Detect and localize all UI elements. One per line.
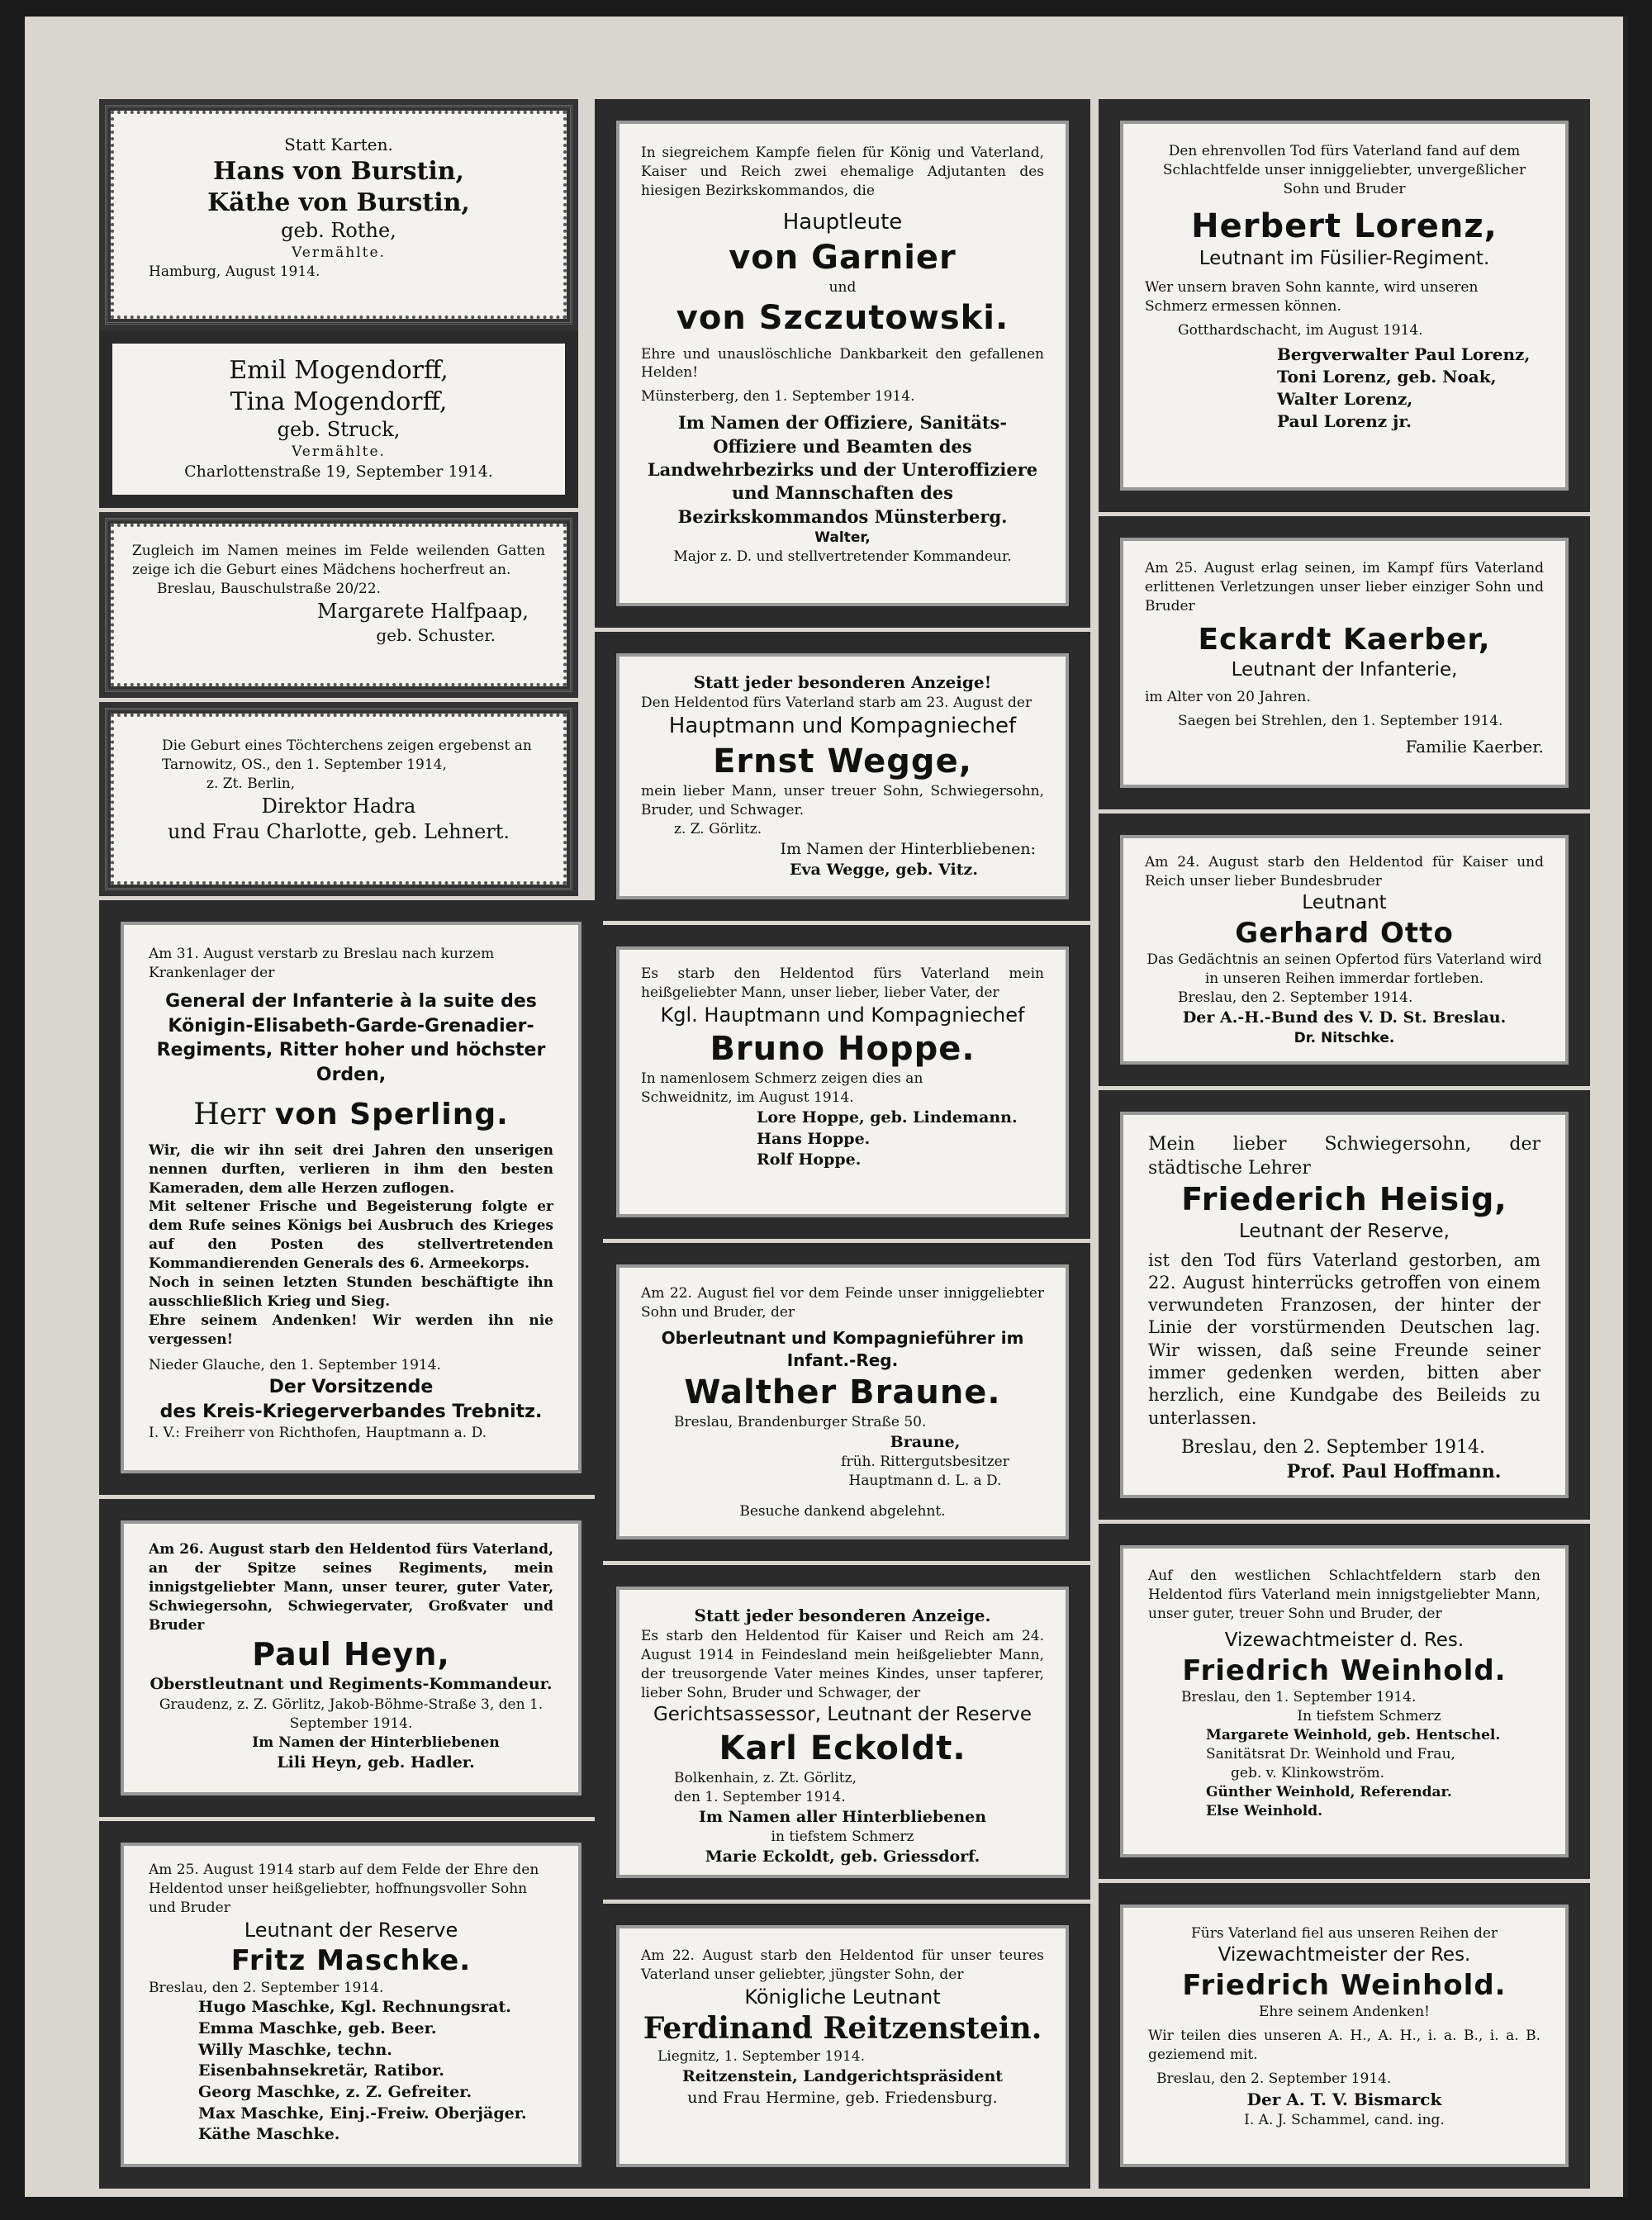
ad-line: Vermählte.	[292, 444, 386, 461]
ad-line: Major z. D. und stellvertretender Kommandeur.	[673, 548, 1012, 566]
ad-line: Breslau, den 2. September 1914.	[1178, 989, 1413, 1007]
ad-line: Schweidnitz, im August 1914.	[641, 1089, 854, 1106]
ad-line: Breslau, den 2. September 1914.	[1181, 1436, 1486, 1458]
ad-line: Kgl. Hauptmann und Kompagniechef	[660, 1003, 1025, 1027]
ad-line: Dr. Nitschke.	[1294, 1029, 1395, 1046]
ad-headline: Emil Mogendorff,	[229, 356, 449, 385]
ad-headline	[149, 1096, 553, 1133]
ad-headline: Paul Heyn,	[252, 1635, 450, 1672]
ad-headline: Ferdinand Reitzenstein.	[643, 2011, 1042, 2047]
ad-paragraph: Am 22. August fiel vor dem Feinde unser inniggeliebter Sohn und Bruder, der	[641, 1285, 1044, 1321]
ad-signature: Willy Maschke, techn. Eisenbahnsekretär, Ratibor.	[198, 2040, 444, 2080]
ad-headline: Friedrich Weinhold.	[1182, 1653, 1507, 1687]
ad-headline: Herbert Lorenz,	[1191, 206, 1498, 245]
ad-line: Fürs Vaterland fiel aus unseren Reihen der	[1190, 1925, 1498, 1942]
ad-burstin	[99, 99, 578, 330]
ad-heyn	[99, 1499, 603, 1817]
ad-paragraph: Den ehrenvollen Tod fürs Vaterland fand auf dem Schlachtfelde unser inniggeliebter, unvergeßlicher Sohn und Bruder	[1162, 143, 1526, 197]
ad-line: z. Z. Görlitz.	[674, 820, 762, 837]
ad-headline: Käthe von Burstin,	[207, 187, 470, 217]
ad-paragraph: Am 22. August starb den Heldentod für unser teures Vaterland unser geliebter, jüngster Sohn, der	[641, 1947, 1044, 1983]
ad-paragraph: mein lieber Mann, unser treuer Sohn, Schwiegersohn, Bruder, und Schwager.	[641, 782, 1044, 818]
ad-line: Leutnant im Füsilier-Regiment.	[1199, 247, 1490, 269]
ad-signature: Max Maschke, Einj.-Freiw. Oberjäger.	[198, 2104, 527, 2123]
ad-paragraph: Auf den westlichen Schlachtfeldern starb den Heldentod fürs Vaterland mein innigstgeliebter Mann, unser guter, treuer Sohn und Bruder, der	[1148, 1568, 1540, 1622]
ad-line: und	[828, 278, 857, 296]
ad-paragraph: Wer unsern braven Sohn kannte, wird unseren Schmerz ermessen können.	[1145, 278, 1479, 315]
ad-line: Die Geburt eines Töchterchens zeigen ergebenst an	[162, 738, 532, 754]
ad-sperling	[99, 900, 603, 1495]
ad-line: Besuche dankend abgelehnt.	[739, 1503, 946, 1520]
ad-line: Königliche Leutnant	[744, 1985, 941, 2009]
ad-mogendorff	[99, 330, 578, 508]
ad-line: Breslau, den 2. September 1914.	[149, 1979, 384, 1996]
ad-lorenz	[1099, 99, 1590, 512]
ad-signature: Käthe Maschke.	[198, 2125, 340, 2144]
ad-line: Reitzenstein, Landgerichtspräsident	[681, 2067, 1004, 2085]
ad-line: Saegen bei Strehlen, den 1. September 1914.	[1178, 712, 1503, 729]
ad-line: In tiefstem Schmerz	[1297, 1708, 1441, 1725]
ad-line: Statt Karten.	[284, 135, 393, 154]
ad-line: Eva Wegge, geb. Vitz.	[790, 861, 978, 880]
ad-eckoldt	[595, 1565, 1090, 1900]
ad-paragraph: Ehre seinem Andenken! Wir werden ihn nie vergessen!	[149, 1312, 553, 1348]
ad-line: Der A. T. V. Bismarck	[1246, 2090, 1442, 2110]
ad-line: Breslau, den 2. September 1914.	[1156, 2071, 1392, 2088]
ad-signature: Bergverwalter Paul Lorenz,	[1277, 344, 1531, 364]
ad-line: Den Heldentod fürs Vaterland starb am 23. August der	[641, 695, 1032, 711]
ad-braune	[595, 1243, 1090, 1561]
ad-paragraph: Im Namen der Offiziere, Sanitäts-Offiziere und Beamten des Landwehrbezirks und der Unteroffiziere und Mannschaften des Bezirkskommandos Münsterberg.	[647, 412, 1038, 527]
ad-line: in tiefstem Schmerz	[771, 1829, 914, 1846]
ad-signature: Else Weinhold.	[1206, 1802, 1323, 1819]
ad-line: Vermählte.	[292, 244, 386, 262]
ad-wegge	[595, 632, 1090, 921]
ad-line: geb. Struck,	[277, 418, 401, 441]
ad-headline: Ernst Wegge,	[713, 742, 972, 780]
ad-line: Hamburg, August 1914.	[149, 263, 320, 281]
ad-signature: Hans Hoppe.	[757, 1129, 871, 1148]
ad-line: Der A.-H.-Bund des V. D. St. Breslau.	[1182, 1008, 1507, 1027]
ad-headline: Fritz Maschke.	[230, 1944, 472, 1977]
newspaper-page	[25, 17, 1628, 2197]
ad-line: im Alter von 20 Jahren.	[1145, 688, 1311, 705]
ad-line: früh. Rittergutsbesitzer	[841, 1454, 1009, 1471]
ad-signature: Günther Weinhold, Referendar.	[1206, 1783, 1452, 1800]
ad-paragraph: Das Gedächtnis an seinen Opfertod fürs Vaterland wird in unseren Reihen immerdar fortleben.	[1146, 951, 1542, 988]
ad-headline-prefix: Herr	[193, 1097, 275, 1131]
ad-line: Prof. Paul Hoffmann.	[1286, 1460, 1502, 1482]
ad-line: Vizewachtmeister d. Res.	[1224, 1629, 1464, 1651]
ad-line: Marie Eckoldt, geb. Griessdorf.	[705, 1848, 980, 1867]
ad-paragraph: Wir teilen dies unseren A. H., A. H., i. a. B., i. a. B. geziemend mit.	[1148, 2028, 1540, 2064]
ad-signature: Georg Maschke, z. Z. Gefreiter.	[198, 2083, 472, 2101]
ad-paragraph: Ehre und unauslöschliche Dankbarkeit den gefallenen Helden!	[641, 345, 1044, 382]
ad-line: Im Namen der Hinterbliebenen:	[780, 839, 1036, 858]
ad-line: Hauptmann d. L. a D.	[848, 1473, 1002, 1490]
ad-line: Breslau, Bauschulstraße 20/22.	[157, 580, 381, 597]
ad-signature: Paul Lorenz jr.	[1277, 410, 1412, 431]
ad-line: Margarete Halfpaap,	[317, 599, 529, 623]
ad-line: Oberleutnant und Kompagnieführer im Infant.-Reg.	[661, 1327, 1024, 1370]
ad-line: Tarnowitz, OS., den 1. September 1914,	[162, 756, 447, 773]
ad-line: und Frau Charlotte, geb. Lehnert.	[167, 820, 510, 843]
ad-line: Liegnitz, 1. September 1914.	[657, 2048, 866, 2066]
ad-signatures	[641, 1108, 1044, 1171]
ad-headline: Friedrich Weinhold.	[1182, 1968, 1507, 2002]
ad-line: Im Namen aller Hinterbliebenen	[698, 1807, 987, 1826]
ad-line: Breslau, den 1. September 1914.	[1181, 1689, 1417, 1706]
ad-paragraph: Noch in seinen letzten Stunden beschäftigte ihn ausschließlich Krieg und Sieg.	[149, 1274, 553, 1311]
ad-headline: Eckardt Kaerber,	[1198, 622, 1491, 657]
ad-line: z. Zt. Berlin,	[206, 775, 296, 792]
ad-headline-name: von Sperling.	[274, 1097, 509, 1131]
ad-paragraph: Wir, die wir ihn seit drei Jahren den unserigen nennen durften, verlieren in ihm den besten Kameraden, dem alle Herzen zuflogen.	[149, 1141, 553, 1197]
ad-maschke	[99, 1821, 603, 2189]
ad-paragraph: In siegreichem Kampfe fielen für König und Vaterland, Kaiser und Reich zwei ehemalige Adjutanten des hiesigen Bezirkskommandos, die	[641, 145, 1044, 199]
ad-line: geb. Schuster.	[376, 625, 496, 645]
ad-headline: Karl Eckoldt.	[719, 1729, 966, 1767]
ad-signature: Lore Hoppe, geb. Lindemann.	[757, 1108, 1018, 1127]
ad-line: Gotthardschacht, im August 1914.	[1178, 321, 1423, 339]
ad-paragraph: Mein lieber Schwiegersohn, der städtische Lehrer	[1148, 1134, 1540, 1179]
ad-kaerber	[1099, 516, 1590, 809]
ad-line: Charlottenstraße 19, September 1914.	[184, 462, 493, 481]
ad-garnier	[595, 99, 1090, 628]
ad-headline: von Garnier	[729, 238, 957, 277]
ad-signature: Margarete Weinhold, geb. Hentschel.	[1206, 1727, 1501, 1744]
ad-halfpaap	[99, 512, 578, 698]
ad-line: geb. Rothe,	[281, 219, 396, 242]
ad-line: Familie Kaerber.	[1405, 736, 1544, 757]
ad-paragraph: Es starb den Heldentod fürs Vaterland mein heißgeliebter Mann, unser lieber, lieber Vater, der	[641, 965, 1044, 1001]
ad-signature: Toni Lorenz, geb. Noak,	[1277, 366, 1497, 387]
ad-line: Münsterberg, den 1. September 1914.	[641, 388, 915, 406]
ad-hoppe	[595, 925, 1090, 1239]
ad-signature: Hugo Maschke, Kgl. Rechnungsrat.	[198, 1998, 511, 2017]
ad-signature: geb. v. Klinkowström.	[1231, 1764, 1385, 1781]
ad-line: Leutnant der Reserve,	[1238, 1220, 1450, 1242]
ad-line: Braune,	[890, 1432, 961, 1451]
ad-line: Oberstleutnant und Regiments-Kommandeur.	[150, 1675, 553, 1694]
ad-title: General der Infanterie à la suite des Königin-Elisabeth-Garde-Grenadier-Regiments, Ritter hoher und höchster Orden,	[156, 990, 546, 1085]
ad-paragraph: Am 24. August starb den Heldentod für Kaiser und Reich unser lieber Bundesbruder	[1145, 854, 1544, 889]
ad-signature: Sanitätsrat Dr. Weinhold und Frau,	[1206, 1746, 1455, 1763]
ad-line: In namenlosem Schmerz zeigen dies an	[641, 1070, 923, 1088]
ad-headline: Bruno Hoppe.	[710, 1030, 976, 1069]
ad-weinhold-family	[1099, 1524, 1590, 1879]
ad-line: Vizewachtmeister der Res.	[1218, 1943, 1471, 1966]
ad-line: Hauptmann und Kompagniechef	[668, 713, 1017, 738]
ad-paragraph: Am 25. August erlag seinen, im Kampf fürs Vaterland erlittenen Verletzungen unser lieber einziger Sohn und Bruder	[1145, 560, 1544, 614]
ad-line: Ehre seinem Andenken!	[1259, 2004, 1430, 2021]
ad-line: Der Vorsitzende	[268, 1376, 434, 1397]
ad-signature: Walter Lorenz,	[1277, 388, 1413, 409]
ad-headline: Friederich Heisig,	[1181, 1181, 1507, 1218]
ad-signatures	[1148, 1726, 1540, 1821]
ad-line: des Kreis-Kriegerverbandes Trebnitz.	[159, 1401, 543, 1422]
ad-line: Nieder Glauche, den 1. September 1914.	[149, 1356, 441, 1373]
ad-signatures	[149, 1997, 553, 2145]
ad-line: Im Namen der Hinterbliebenen	[252, 1734, 500, 1751]
ad-paragraph: Mit seltener Frische und Begeisterung folgte er dem Rufe seines Königs bei Ausbruch des Krieges auf den Posten des stellvertretenden Kommandierenden Generals des 6. Armeekorps.	[149, 1198, 553, 1273]
ad-signature: Rolf Hoppe.	[757, 1150, 862, 1169]
ad-line: Walter,	[814, 529, 871, 547]
ad-paragraph: ist den Tod fürs Vaterland gestorben, am 22. August hinterrücks getroffen von einem verwundeten Franzosen, der hinter der Linie der vorstürmenden Deutschen lag. Wir wissen, daß seine Freunde seiner immer gedenken werden, bitten aber herzlich, eine Kundgabe des Beileids zu unterlassen.	[1148, 1250, 1540, 1428]
ad-reitzenstein	[595, 1904, 1090, 2189]
ad-weinhold-atv	[1099, 1883, 1590, 2189]
ad-line: Graudenz, z. Z. Görlitz, Jakob-Böhme-Straße 3, den 1. September 1914.	[159, 1696, 544, 1732]
ad-line: Leutnant der Infanterie,	[1231, 658, 1458, 681]
ad-line: Statt jeder besonderen Anzeige.	[694, 1606, 991, 1625]
ad-line: Leutnant der Reserve	[244, 1918, 458, 1942]
ad-line: Am 31. August verstarb zu Breslau nach kurzem Krankenlager der	[149, 946, 495, 981]
ad-line: Leutnant	[1302, 891, 1387, 913]
ad-heisig	[1099, 1090, 1590, 1520]
ad-line: I. V.: Freiherr von Richthofen, Hauptmann a. D.	[149, 1425, 487, 1442]
ad-signatures	[1145, 344, 1544, 433]
ad-headline: Gerhard Otto	[1235, 916, 1454, 950]
ad-line: I. A. J. Schammel, cand. ing.	[1244, 2112, 1445, 2129]
ad-signature: Emma Maschke, geb. Beer.	[198, 2019, 437, 2038]
ad-line: Zugleich im Namen meines im Felde weilenden Gatten zeige ich die Geburt eines Mädchens hocherfreut an.	[132, 543, 545, 578]
ad-hadra	[99, 702, 578, 896]
ad-line: Direktor Hadra	[261, 794, 416, 818]
ad-line: Gerichtsassessor, Leutnant der Reserve	[653, 1703, 1032, 1725]
ad-line: und Frau Hermine, geb. Friedensburg.	[687, 2088, 998, 2107]
ad-paragraph: Es starb den Heldentod für Kaiser und Reich am 24. August 1914 in Feindesland mein heißgeliebter Mann, der treusorgende Vater meines Kindes, unser tapferer, lieber Sohn, Bruder und Schwager, der	[641, 1628, 1044, 1701]
ad-headline: Walther Braune.	[684, 1373, 1001, 1411]
ad-paragraph: Am 26. August starb den Heldentod fürs Vaterland, an der Spitze seines Regiments, mein innigstgeliebter Mann, unser teurer, guter Vater, Schwiegersohn, Schwiegervater, Großvater und Bruder	[149, 1541, 553, 1634]
ad-line: Breslau, Brandenburger Straße 50.	[674, 1413, 927, 1430]
ad-line: Bolkenhain, z. Zt. Görlitz, den 1. September 1914.	[674, 1769, 857, 1805]
ad-headline: Tina Mogendorff,	[230, 387, 448, 416]
ad-paragraph: Am 25. August 1914 starb auf dem Felde der Ehre den Heldentod unser heißgeliebter, hoffnungsvoller Sohn und Bruder	[149, 1862, 539, 1916]
ad-headline: von Szczutowski.	[676, 298, 1009, 337]
ad-line: Lili Heyn, geb. Hadler.	[277, 1753, 475, 1772]
ad-line: Statt jeder besonderen Anzeige!	[693, 672, 992, 692]
ad-otto	[1099, 814, 1590, 1086]
ad-line: Hauptleute	[782, 209, 903, 235]
ad-headline: Hans von Burstin,	[213, 157, 464, 186]
